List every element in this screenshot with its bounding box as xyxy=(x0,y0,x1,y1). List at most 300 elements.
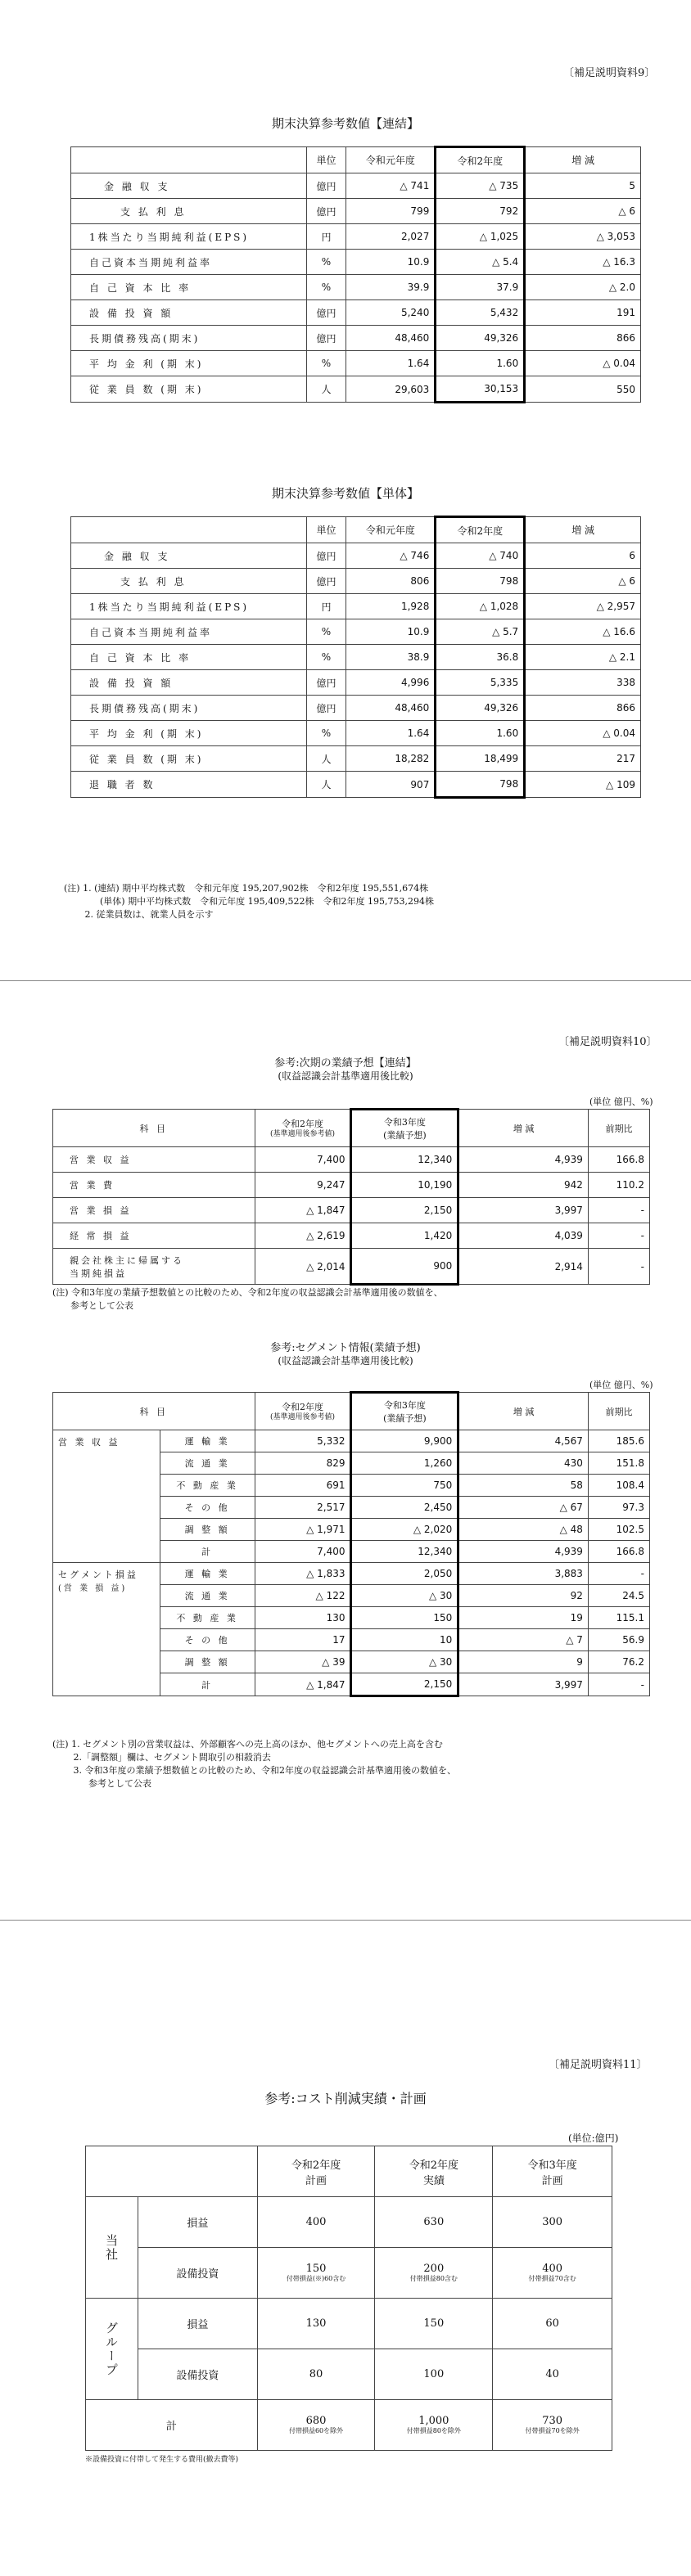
cell-value: 150 xyxy=(375,2299,493,2349)
cell-change: 3,997 xyxy=(458,1673,589,1696)
forecast-unit: (単位 億円、%) xyxy=(589,1097,653,1107)
table-row xyxy=(71,173,641,199)
header-item: 科 目 xyxy=(53,1110,255,1147)
cell-change: △ 67 xyxy=(458,1497,589,1519)
header-item xyxy=(71,517,307,543)
header-change: 増 減 xyxy=(525,517,641,543)
cell-prev-year: △ 741 xyxy=(346,173,436,199)
cell-prev-year: 18,282 xyxy=(346,746,436,772)
cell-change: △ 6 xyxy=(525,199,641,224)
cell-yoy: 56.9 xyxy=(588,1629,649,1651)
cell-fy2020: 7,400 xyxy=(255,1541,351,1563)
table-row xyxy=(71,250,641,275)
table-row xyxy=(71,746,641,772)
cell-change: △ 2.0 xyxy=(525,275,641,300)
cell-value: 400 xyxy=(257,2197,375,2248)
cell-prev-year: 1,928 xyxy=(346,594,436,619)
header-l2: 計画 xyxy=(305,2174,327,2187)
page-tag-10: 〔補足説明資料10〕 xyxy=(558,1036,657,1048)
table-title-consolidated: 期末決算参考数値【連結】 xyxy=(271,116,419,131)
cell-value: 300 xyxy=(493,2197,612,2248)
header-l2: 計画 xyxy=(541,2174,563,2187)
header-fy2021 xyxy=(351,1110,458,1147)
header-fy2021-l2: (業績予想) xyxy=(383,1413,427,1424)
page-divider xyxy=(0,980,691,981)
row-label: 設備投資 xyxy=(138,2248,257,2299)
header-l1: 令和2年度 xyxy=(409,2159,458,2172)
cell-unit: 億円 xyxy=(306,199,346,224)
cell-current-year: 5,335 xyxy=(436,670,525,696)
cell-change: △ 2.1 xyxy=(525,645,641,670)
cell-prev-year: 2,027 xyxy=(346,224,436,250)
cell-current-year: 798 xyxy=(436,772,525,798)
table-row xyxy=(53,1563,650,1585)
cell-total xyxy=(375,2400,493,2451)
cell-current-year: 30,153 xyxy=(436,376,525,403)
table-row xyxy=(71,199,641,224)
cell-unit: % xyxy=(306,721,346,746)
row-label xyxy=(53,1173,255,1198)
row-label: そ の 他 xyxy=(160,1497,255,1519)
cell-current-year: 798 xyxy=(436,569,525,594)
cell-current-year: 792 xyxy=(436,199,525,224)
cell-yoy: - xyxy=(588,1563,649,1585)
note-line: 参考として公表 xyxy=(52,1778,151,1789)
cell-change: 4,939 xyxy=(458,1541,589,1563)
cell-prev-year: 799 xyxy=(346,199,436,224)
cell-prev-year: △ 746 xyxy=(346,543,436,569)
cell-current-year: △ 5.4 xyxy=(436,250,525,275)
cell-value: 60 xyxy=(493,2299,612,2349)
cell-current-year: 49,326 xyxy=(436,326,525,351)
cell-change: 217 xyxy=(525,746,641,772)
note-line: 2.「調整額」欄は、セグメント間取引の相殺消去 xyxy=(52,1752,271,1763)
page-divider xyxy=(0,1920,691,1921)
cell-change: △ 6 xyxy=(525,569,641,594)
header-l1: 令和2年度 xyxy=(291,2159,341,2172)
cell-total xyxy=(257,2400,375,2451)
cell-prev-year: 806 xyxy=(346,569,436,594)
value: 680 xyxy=(305,2415,327,2427)
cell-change: 4,039 xyxy=(458,1223,589,1249)
cell-current-year: △ 1,025 xyxy=(436,224,525,250)
notes-segment xyxy=(52,1738,456,1790)
table-cost-reduction xyxy=(85,2146,612,2451)
cell-unit: 億円 xyxy=(306,543,346,569)
group-label: 営 業 収 益 xyxy=(58,1437,120,1448)
header-item: 科 目 xyxy=(53,1393,255,1430)
cell-fy2021: 750 xyxy=(351,1475,458,1497)
cell-change: 338 xyxy=(525,670,641,696)
row-label: 設 備 投 資 額 xyxy=(71,670,307,696)
cell-prev-year: 39.9 xyxy=(346,275,436,300)
header-fy2020 xyxy=(255,1393,351,1430)
row-label: 不 動 産 業 xyxy=(160,1475,255,1497)
value: 730 xyxy=(542,2415,563,2427)
cell-change: △ 3,053 xyxy=(525,224,641,250)
cell-yoy: 166.8 xyxy=(588,1147,649,1173)
cell-unit: 円 xyxy=(306,594,346,619)
row-label: 流 通 業 xyxy=(160,1585,255,1607)
cell-unit: 億円 xyxy=(306,696,346,721)
cell-fy2021: 1,260 xyxy=(351,1452,458,1475)
cell-change: 5 xyxy=(525,173,641,199)
cell-change: 4,567 xyxy=(458,1430,589,1452)
row-label-line: 親会社株主に帰属する xyxy=(70,1254,184,1266)
segment-unit: (単位 億円、%) xyxy=(589,1380,653,1390)
cell-total xyxy=(493,2400,612,2451)
cost-note: ※設備投資に付帯して発生する費用(撤去費等) xyxy=(85,2456,239,2464)
cell-fy2020: △ 2,619 xyxy=(255,1223,351,1249)
cell-prev-year: 29,603 xyxy=(346,376,436,403)
table-segment xyxy=(52,1391,650,1697)
row-label: 計 xyxy=(160,1673,255,1696)
row-label-line: 営 業 費 xyxy=(70,1180,115,1191)
cell-change: 19 xyxy=(458,1607,589,1629)
cell-change: 4,939 xyxy=(458,1147,589,1173)
row-label xyxy=(53,1249,255,1285)
cell-fy2021: 2,150 xyxy=(351,1673,458,1696)
row-label: 金 融 収 支 xyxy=(71,173,307,199)
row-label: 平 均 金 利 (期 末) xyxy=(71,351,307,376)
cell-fy2020: △ 1,847 xyxy=(255,1673,351,1696)
cell-fy2020: 2,517 xyxy=(255,1497,351,1519)
cell-unit: % xyxy=(306,275,346,300)
cell-fy2021: 12,340 xyxy=(351,1541,458,1563)
cell-prev-year: 5,240 xyxy=(346,300,436,326)
value: 200 xyxy=(423,2263,445,2275)
table-row xyxy=(71,351,641,376)
header-yoy: 前期比 xyxy=(588,1393,649,1430)
cell-fy2020: 7,400 xyxy=(255,1147,351,1173)
row-label xyxy=(53,1147,255,1173)
cell-value: 100 xyxy=(375,2349,493,2400)
row-label: 支 払 利 息 xyxy=(71,199,307,224)
header-fy2021-l1: 令和3年度 xyxy=(383,1117,426,1128)
note-line: (単体) 期中平均株式数 令和元年度 195,409,522株 令和2年度 195,753,294株 xyxy=(64,896,435,907)
cell-fy2021: △ 30 xyxy=(351,1585,458,1607)
cell-change: 3,883 xyxy=(458,1563,589,1585)
table-row xyxy=(71,721,641,746)
cell-fy2020: △ 2,014 xyxy=(255,1249,351,1285)
row-label: 運 輸 業 xyxy=(160,1563,255,1585)
row-label-line: 経 常 損 益 xyxy=(70,1231,132,1241)
cell-yoy: 97.3 xyxy=(588,1497,649,1519)
table-row xyxy=(53,1430,650,1452)
cell-change: 2,914 xyxy=(458,1249,589,1285)
cell-unit: 億円 xyxy=(306,300,346,326)
header-unit: 単位 xyxy=(306,147,346,173)
cell-fy2020: △ 1,833 xyxy=(255,1563,351,1585)
cell-change: △ 0.04 xyxy=(525,721,641,746)
cell-fy2021: 10,190 xyxy=(351,1173,458,1198)
cell-fy2021: 2,450 xyxy=(351,1497,458,1519)
header-fy2020 xyxy=(255,1110,351,1147)
value-note: 付帯損益60を除外 xyxy=(288,2427,344,2434)
row-label: 従 業 員 数 (期 末) xyxy=(71,376,307,403)
cell-fy2020: 829 xyxy=(255,1452,351,1475)
row-label: 1株当たり当期純利益(EPS) xyxy=(71,224,307,250)
cell-change: 9 xyxy=(458,1651,589,1673)
header-fy2020-l1: 令和2年度 xyxy=(282,1119,324,1129)
row-label: 従 業 員 数 (期 末) xyxy=(71,746,307,772)
cell-change: 58 xyxy=(458,1475,589,1497)
row-label: 計 xyxy=(160,1541,255,1563)
forecast-title: 参考:次期の業績予想【連結】 xyxy=(274,1057,417,1070)
cell-value xyxy=(257,2248,375,2299)
cell-value: 130 xyxy=(257,2299,375,2349)
cell-fy2021: △ 30 xyxy=(351,1651,458,1673)
row-label: 不 動 産 業 xyxy=(160,1607,255,1629)
cell-unit: 円 xyxy=(306,224,346,250)
value-note: 付帯損益70を除外 xyxy=(525,2427,580,2434)
table-row xyxy=(71,594,641,619)
cell-yoy: - xyxy=(588,1249,649,1285)
table-title-standalone: 期末決算参考数値【単体】 xyxy=(271,486,419,501)
note-line: (注) 1. セグメント別の営業収益は、外部顧客への売上高のほか、他セグメントへの売上高を含む xyxy=(52,1739,443,1750)
table-row xyxy=(53,1198,650,1223)
header-fy2021-l1: 令和3年度 xyxy=(383,1400,426,1411)
row-label: 損益 xyxy=(138,2299,257,2349)
cell-prev-year: 10.9 xyxy=(346,619,436,645)
cell-yoy: 102.5 xyxy=(588,1519,649,1541)
cell-change: 92 xyxy=(458,1585,589,1607)
table-row xyxy=(71,543,641,569)
cell-fy2021: 12,340 xyxy=(351,1147,458,1173)
table-forecast xyxy=(52,1108,650,1286)
cell-value xyxy=(375,2248,493,2299)
row-label: 自 己 資 本 比 率 xyxy=(71,275,307,300)
table-row xyxy=(71,224,641,250)
row-label: 退 職 者 数 xyxy=(71,772,307,798)
cell-fy2020: △ 39 xyxy=(255,1651,351,1673)
cell-fy2021: 2,150 xyxy=(351,1198,458,1223)
cell-yoy: 24.5 xyxy=(588,1585,649,1607)
row-label: 調 整 額 xyxy=(160,1651,255,1673)
cost-unit: (単位:億円) xyxy=(568,2132,619,2144)
value-note: 付帯損益(※)60含む xyxy=(286,2275,346,2282)
header-change: 増 減 xyxy=(458,1110,589,1147)
row-label: 自 己 資 本 比 率 xyxy=(71,645,307,670)
header-prev-year: 令和元年度 xyxy=(346,147,436,173)
cell-change: 866 xyxy=(525,696,641,721)
cell-unit: 人 xyxy=(306,376,346,403)
header-prev-year: 令和元年度 xyxy=(346,517,436,543)
row-label: 自己資本当期純利益率 xyxy=(71,250,307,275)
cell-unit: % xyxy=(306,645,346,670)
row-label: 流 通 業 xyxy=(160,1452,255,1475)
cell-change: △ 109 xyxy=(525,772,641,798)
cell-yoy: 185.6 xyxy=(588,1430,649,1452)
cell-current-year: △ 735 xyxy=(436,173,525,199)
cell-change: 3,997 xyxy=(458,1198,589,1223)
header-fy2020-plan xyxy=(257,2146,375,2197)
cell-prev-year: 38.9 xyxy=(346,645,436,670)
cell-fy2020: △ 1,971 xyxy=(255,1519,351,1541)
cell-change: △ 16.6 xyxy=(525,619,641,645)
row-label: 平 均 金 利 (期 末) xyxy=(71,721,307,746)
cell-unit: 億円 xyxy=(306,670,346,696)
forecast-subtitle: (収益認識会計基準適用後比較) xyxy=(278,1070,413,1082)
row-label: 金 融 収 支 xyxy=(71,543,307,569)
header-item xyxy=(71,147,307,173)
cell-current-year: 1.60 xyxy=(436,721,525,746)
header-empty xyxy=(86,2146,258,2197)
cell-current-year: 37.9 xyxy=(436,275,525,300)
cell-change: 430 xyxy=(458,1452,589,1475)
cell-yoy: 76.2 xyxy=(588,1651,649,1673)
header-current-year: 令和2年度 xyxy=(436,517,525,543)
value-note: 付帯損益80含む xyxy=(409,2275,458,2282)
cell-yoy: 108.4 xyxy=(588,1475,649,1497)
notes-page-9 xyxy=(64,882,434,921)
cell-fy2020: 5,332 xyxy=(255,1430,351,1452)
table-row xyxy=(71,376,641,403)
header-yoy: 前期比 xyxy=(588,1110,649,1147)
table-row xyxy=(71,569,641,594)
header-fy2020-actual xyxy=(375,2146,493,2197)
cell-current-year: △ 740 xyxy=(436,543,525,569)
cell-prev-year: 4,996 xyxy=(346,670,436,696)
header-fy2020-l1: 令和2年度 xyxy=(282,1402,324,1412)
cell-current-year: 36.8 xyxy=(436,645,525,670)
group-sublabel: (営 業 損 益) xyxy=(58,1584,128,1593)
cell-yoy: - xyxy=(588,1673,649,1696)
cell-prev-year: 1.64 xyxy=(346,351,436,376)
row-label: 支 払 利 息 xyxy=(71,569,307,594)
value: 150 xyxy=(305,2263,327,2275)
cell-fy2020: △ 1,847 xyxy=(255,1198,351,1223)
header-fy2020-l2: (基準適用後参考値) xyxy=(270,1130,336,1138)
cell-change: △ 7 xyxy=(458,1629,589,1651)
group-revenue xyxy=(53,1430,160,1563)
header-change: 増 減 xyxy=(525,147,641,173)
table-row xyxy=(53,1223,650,1249)
table-row xyxy=(71,696,641,721)
value-note: 付帯損益70含む xyxy=(528,2275,576,2282)
table-row xyxy=(53,1249,650,1285)
row-label: そ の 他 xyxy=(160,1629,255,1651)
page-tag-9: 〔補足説明資料9〕 xyxy=(563,67,656,79)
cell-current-year: 5,432 xyxy=(436,300,525,326)
value-note: 付帯損益80を除外 xyxy=(406,2427,461,2434)
cell-prev-year: 907 xyxy=(346,772,436,798)
group-segment-profit xyxy=(53,1563,160,1696)
cell-value xyxy=(493,2248,612,2299)
cell-unit: 億円 xyxy=(306,569,346,594)
header-fy2021 xyxy=(351,1393,458,1430)
table-row xyxy=(71,275,641,300)
cell-unit: 億円 xyxy=(306,326,346,351)
header-unit: 単位 xyxy=(306,517,346,543)
header-fy2020-l2: (基準適用後参考値) xyxy=(270,1413,336,1421)
row-label: 運 輸 業 xyxy=(160,1430,255,1452)
segment-subtitle: (収益認識会計基準適用後比較) xyxy=(278,1355,413,1367)
header-l1: 令和3年度 xyxy=(527,2159,577,2172)
group-group-companies: グループ xyxy=(86,2299,138,2400)
header-change: 増 減 xyxy=(458,1393,589,1430)
row-label-line: 営 業 損 益 xyxy=(70,1205,132,1216)
cell-change: △ 48 xyxy=(458,1519,589,1541)
value: 400 xyxy=(542,2263,563,2275)
cell-fy2021: △ 2,020 xyxy=(351,1519,458,1541)
cell-value: 630 xyxy=(375,2197,493,2248)
row-label: 1株当たり当期純利益(EPS) xyxy=(71,594,307,619)
header-l2: 実績 xyxy=(422,2174,445,2187)
note-line: (注) 令和3年度の業績予想数値との比較のため、令和2年度の収益認識会計基準適用後の数値を、 xyxy=(52,1287,443,1298)
value: 1,000 xyxy=(418,2415,449,2427)
cell-prev-year: 10.9 xyxy=(346,250,436,275)
row-label-total: 計 xyxy=(86,2400,258,2451)
cell-fy2021: 900 xyxy=(351,1249,458,1285)
cell-yoy: - xyxy=(588,1223,649,1249)
cell-change: 866 xyxy=(525,326,641,351)
header-fy2021-plan xyxy=(493,2146,612,2197)
cell-current-year: △ 5.7 xyxy=(436,619,525,645)
cell-fy2020: △ 122 xyxy=(255,1585,351,1607)
cell-yoy: 151.8 xyxy=(588,1452,649,1475)
cell-unit: % xyxy=(306,351,346,376)
cell-current-year: 49,326 xyxy=(436,696,525,721)
cell-value: 40 xyxy=(493,2349,612,2400)
row-label: 設 備 投 資 額 xyxy=(71,300,307,326)
row-label: 長期債務残高(期末) xyxy=(71,326,307,351)
row-label: 損益 xyxy=(138,2197,257,2248)
row-label xyxy=(53,1223,255,1249)
cell-unit: 人 xyxy=(306,746,346,772)
cell-yoy: - xyxy=(588,1198,649,1223)
cell-change: 942 xyxy=(458,1173,589,1198)
cell-change: △ 0.04 xyxy=(525,351,641,376)
table-standalone xyxy=(70,516,641,799)
cell-prev-year: 1.64 xyxy=(346,721,436,746)
cell-fy2021: 9,900 xyxy=(351,1430,458,1452)
cell-fy2020: 17 xyxy=(255,1629,351,1651)
table-row xyxy=(71,300,641,326)
cell-fy2021: 1,420 xyxy=(351,1223,458,1249)
header-current-year: 令和2年度 xyxy=(436,147,525,173)
cell-current-year: △ 1,028 xyxy=(436,594,525,619)
row-label: 設備投資 xyxy=(138,2349,257,2400)
table-row xyxy=(71,670,641,696)
cell-current-year: 18,499 xyxy=(436,746,525,772)
cell-fy2021: 10 xyxy=(351,1629,458,1651)
group-label: セグメント損益 xyxy=(58,1569,138,1580)
cost-title: 参考:コスト削減実績・計画 xyxy=(264,2091,427,2106)
cell-change: △ 2,957 xyxy=(525,594,641,619)
cell-prev-year: 48,460 xyxy=(346,696,436,721)
cell-fy2021: 2,050 xyxy=(351,1563,458,1585)
cell-change: 6 xyxy=(525,543,641,569)
table-row xyxy=(71,326,641,351)
row-label-line: 当期純損益 xyxy=(70,1268,127,1279)
cell-fy2020: 9,247 xyxy=(255,1173,351,1198)
group-company: 当社 xyxy=(86,2197,138,2299)
row-label-line: 営 業 収 益 xyxy=(70,1155,132,1165)
cell-current-year: 1.60 xyxy=(436,351,525,376)
table-row xyxy=(53,1173,650,1198)
cell-unit: % xyxy=(306,250,346,275)
row-label: 自己資本当期純利益率 xyxy=(71,619,307,645)
table-row xyxy=(71,645,641,670)
cell-change: 550 xyxy=(525,376,641,403)
cell-unit: 億円 xyxy=(306,173,346,199)
note-line: 参考として公表 xyxy=(52,1300,133,1311)
table-row xyxy=(53,1147,650,1173)
cell-change: △ 16.3 xyxy=(525,250,641,275)
note-line: (注) 1. (連結) 期中平均株式数 令和元年度 195,207,902株 令和2年度 195,551,674株 xyxy=(64,883,429,894)
cell-fy2020: 130 xyxy=(255,1607,351,1629)
